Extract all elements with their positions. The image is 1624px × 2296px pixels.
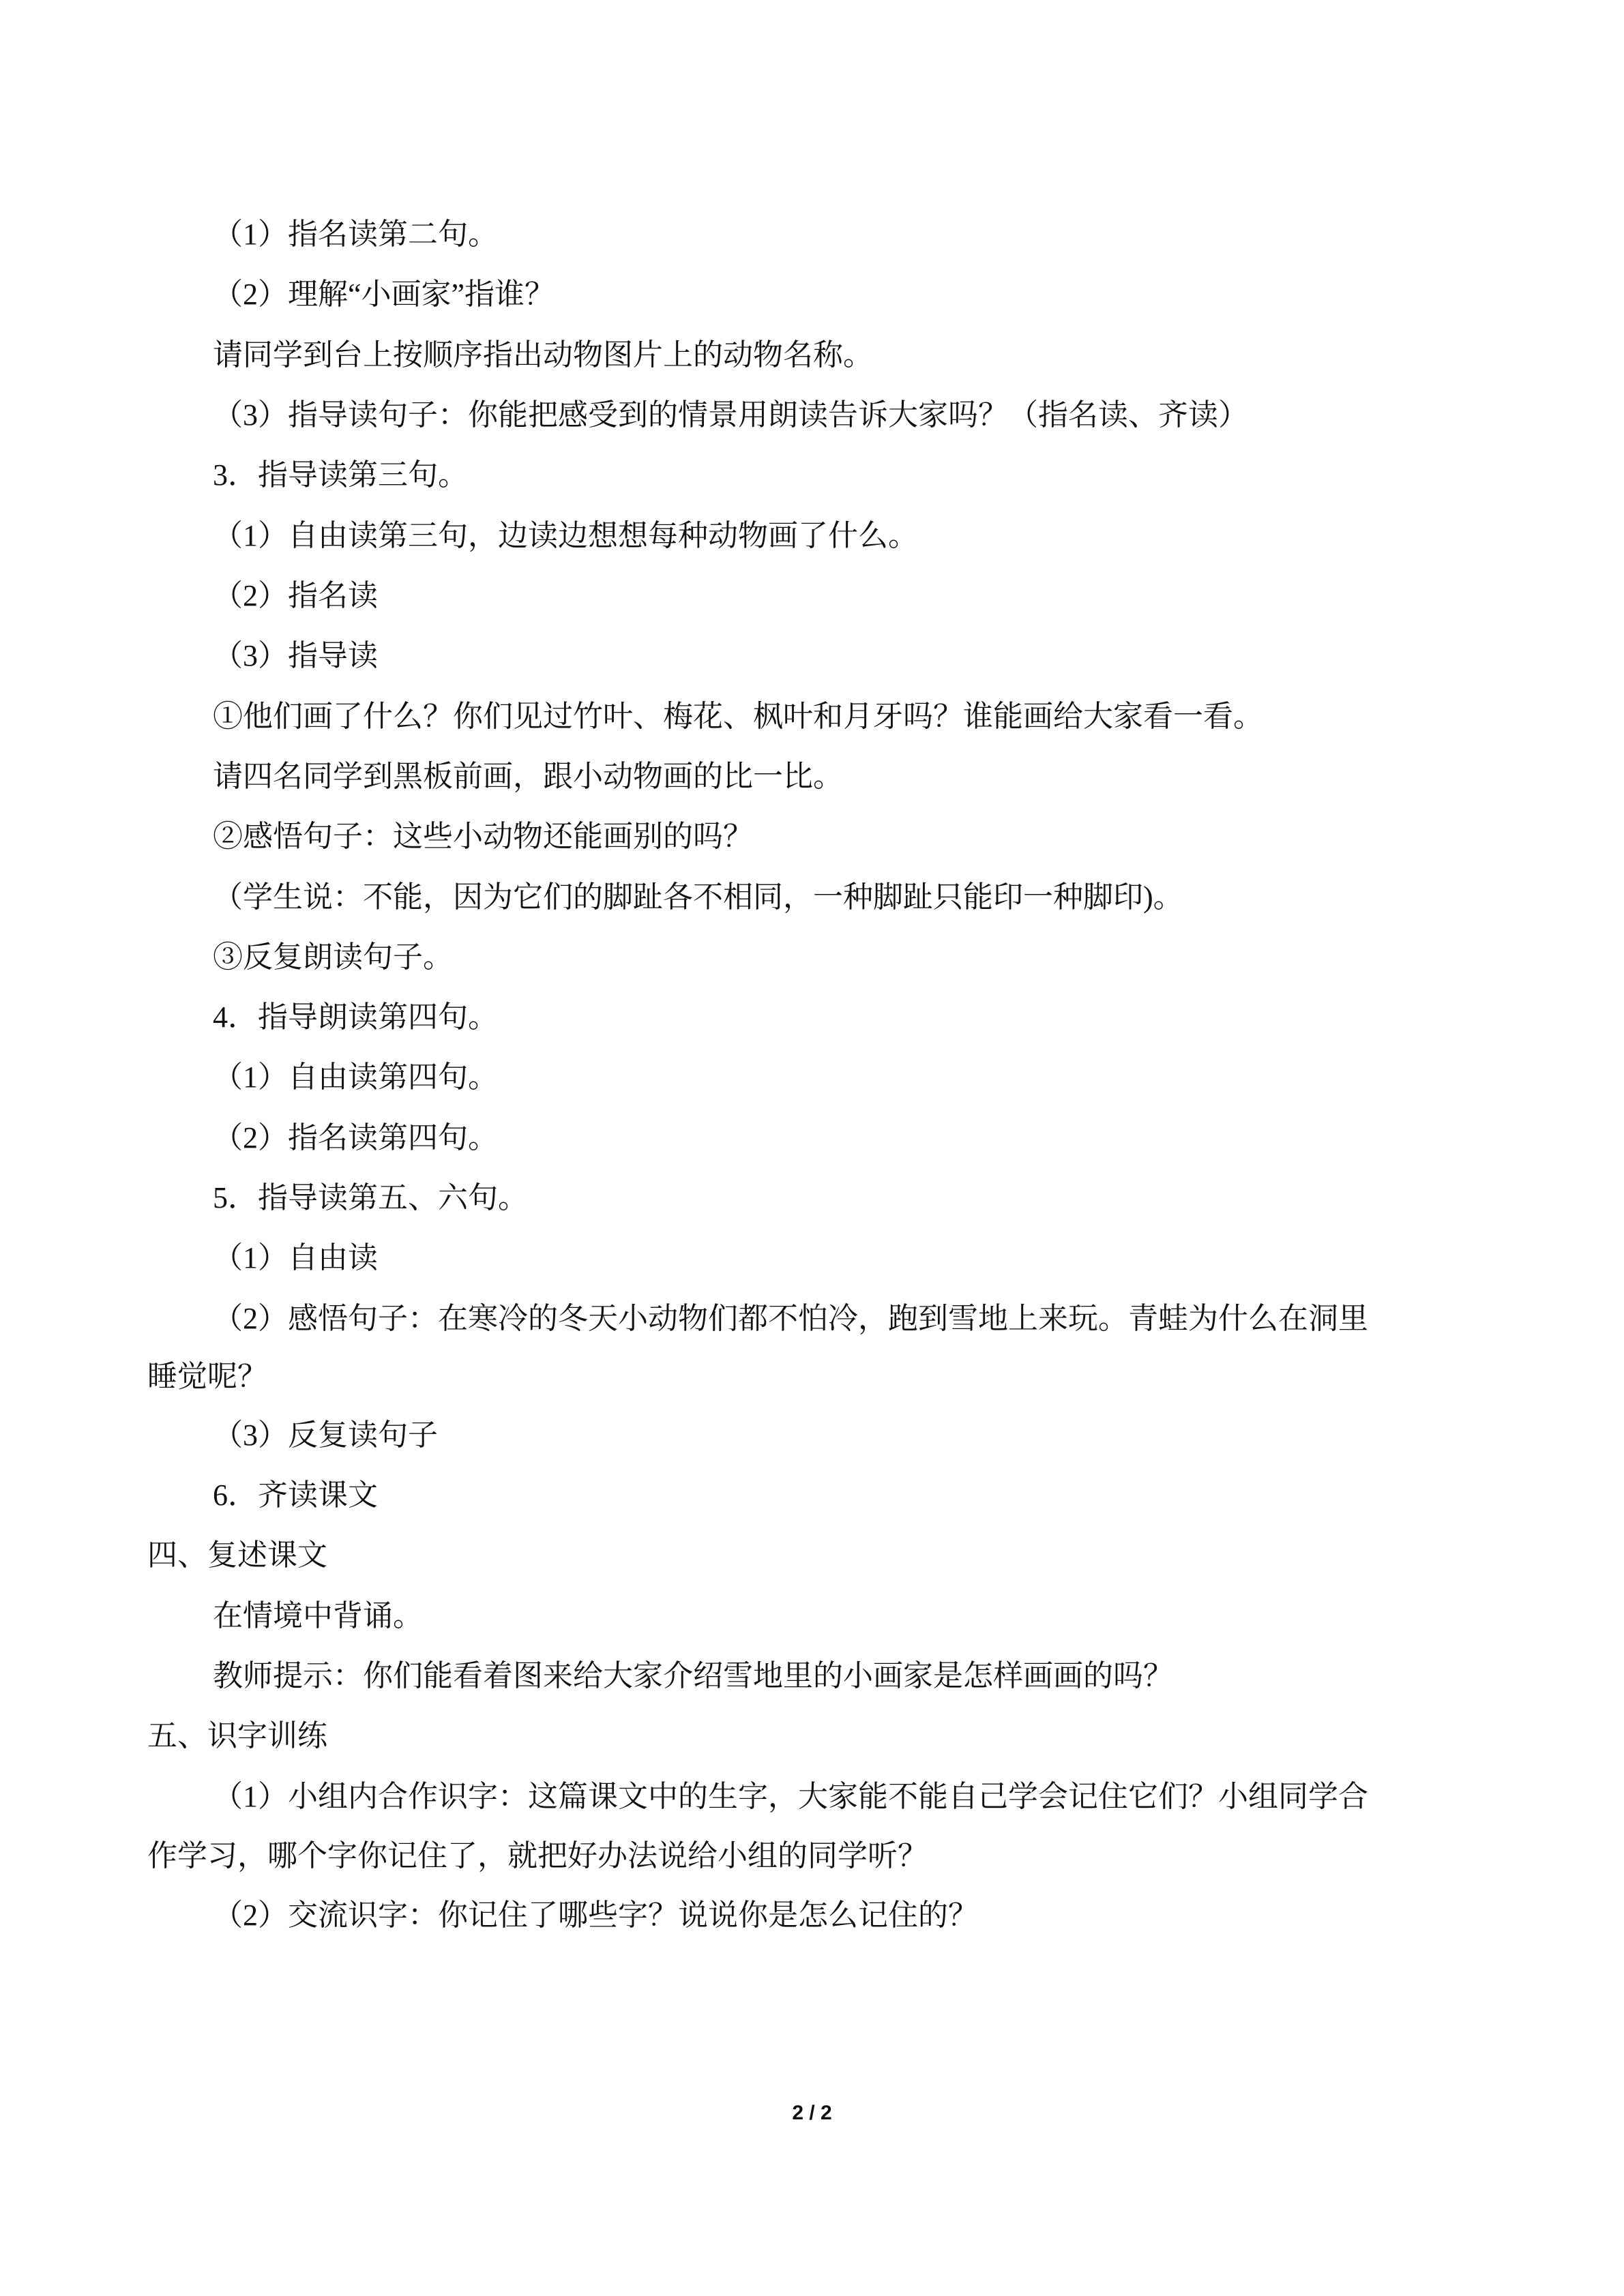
text-line-15: （1）自由读第四句。 bbox=[213, 1060, 498, 1094]
text-line-11: ②感悟句子：这些小动物还能画别的吗？ bbox=[213, 820, 753, 853]
text-line-6: （1）自由读第三句，边读边想想每种动物画了什么。 bbox=[213, 519, 918, 552]
text-line-14: 4．指导朗读第四句。 bbox=[213, 1000, 498, 1034]
text-line-9: ①他们画了什么？你们见过竹叶、梅花、枫叶和月牙吗？谁能画给大家看一看。 bbox=[213, 700, 1263, 733]
text-line-4: （3）指导读句子：你能把感受到的情景用朗读告诉大家吗？（指名读、齐读） bbox=[213, 398, 1248, 432]
text-line-24: 在情境中背诵。 bbox=[213, 1599, 423, 1632]
text-line-10: 请四名同学到黑板前画，跟小动物画的比一比。 bbox=[213, 760, 843, 793]
text-line-28: 作学习，哪个字你记住了，就把好办法说给小组的同学听？ bbox=[147, 1839, 928, 1873]
page-number: 2 / 2 bbox=[792, 2102, 832, 2124]
text-line-29: （2）交流识字：你记住了哪些字？说说你是怎么记住的？ bbox=[213, 1898, 978, 1932]
text-line-20: 睡觉呢？ bbox=[147, 1360, 267, 1393]
text-line-3: 请同学到台上按顺序指出动物图片上的动物名称。 bbox=[213, 338, 873, 372]
text-line-7: （2）指名读 bbox=[213, 579, 378, 612]
text-line-13: ③反复朗读句子。 bbox=[213, 940, 453, 974]
section-heading-5: 五、识字训练 bbox=[147, 1719, 327, 1753]
text-line-27: （1）小组内合作识字：这篇课文中的生字，大家能不能自己学会记住它们？小组同学合 bbox=[213, 1780, 1368, 1813]
text-line-2: （2）理解“小画家”指谁？ bbox=[213, 278, 555, 311]
text-line-16: （2）指名读第四句。 bbox=[213, 1121, 498, 1154]
text-line-18: （1）自由读 bbox=[213, 1241, 378, 1274]
text-line-1: （1）指名读第二句。 bbox=[213, 218, 498, 251]
text-line-21: （3）反复读句子 bbox=[213, 1418, 438, 1452]
text-line-8: （3）指导读 bbox=[213, 639, 378, 672]
text-line-12: （学生说：不能，因为它们的脚趾各不相同，一种脚趾只能印一种脚印)。 bbox=[213, 880, 1183, 914]
text-line-19: （2）感悟句子：在寒冷的冬天小动物们都不怕冷，跑到雪地上来玩。青蛙为什么在洞里 bbox=[213, 1302, 1368, 1335]
text-line-22: 6．齐读课文 bbox=[213, 1478, 378, 1512]
text-line-17: 5．指导读第五、六句。 bbox=[213, 1181, 528, 1214]
text-line-5: 3．指导读第三句。 bbox=[213, 458, 468, 492]
section-heading-4: 四、复述课文 bbox=[147, 1538, 327, 1572]
text-line-25: 教师提示：你们能看着图来给大家介绍雪地里的小画家是怎样画画的吗？ bbox=[213, 1659, 1173, 1693]
